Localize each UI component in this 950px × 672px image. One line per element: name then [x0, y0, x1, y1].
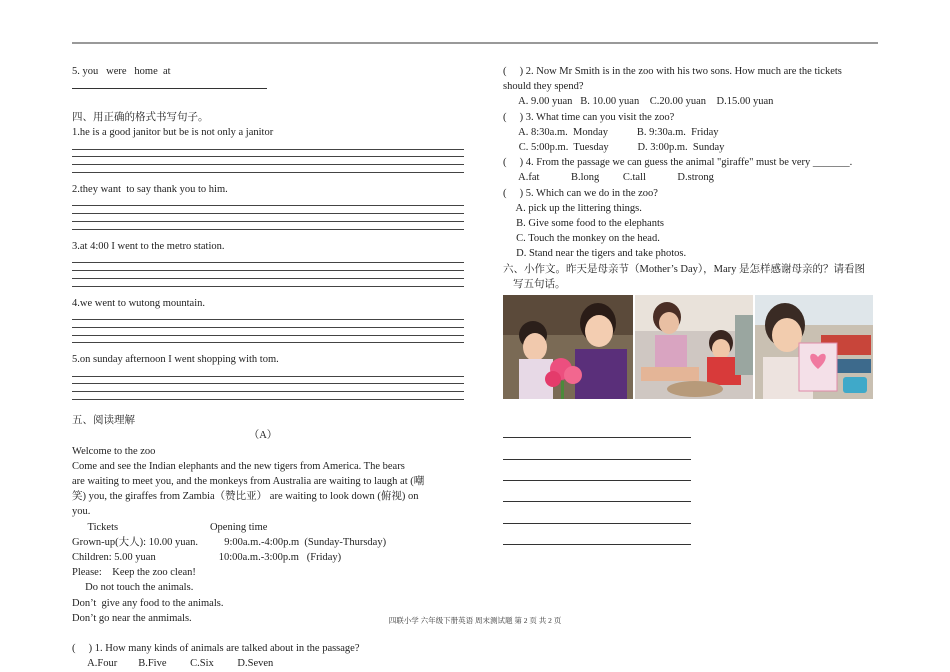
writing-lines[interactable] [72, 369, 464, 401]
rewrite-item-2 [72, 182, 464, 230]
question-4: ( ) 4. From the passage we can guess the animal "giraffe" must be very _______. [503, 157, 853, 169]
question-2: ( ) 2. Now Mr Smith is in the zoo with his two sons. How much are the tickets [503, 66, 842, 77]
tickets-header: Tickets Opening time [72, 521, 268, 533]
passage-line: are waiting to meet you, and the monkeys from Australia are waiting to laugh at (嘲 [72, 476, 425, 488]
section-6-cont: 写五句话。 [513, 278, 566, 290]
ticket-row: Grown-up(大人): 10.00 yuan. 9:00a.m.-4:00p.m (Sunday-Thursday) [72, 536, 387, 548]
question-3-options: C. 5:00p.m. Tuesday D. 3:00p.m. Sunday [503, 142, 725, 154]
reading-passage [72, 444, 464, 626]
rewrite-item-3 [72, 239, 464, 287]
rewrite-sentence: 2.they want to say thank you to him. [72, 184, 228, 196]
question-5-option: A. pick up the littering things. [503, 202, 642, 214]
question-4-options: A.fat B.long C.tall D.strong [503, 172, 714, 184]
writing-lines[interactable] [72, 142, 464, 174]
passage-line: you. [72, 506, 91, 518]
rewrite-sentence: 1.he is a good janitor but be is not only a janitor [72, 127, 274, 139]
section-4-title: 四、用正确的格式书写句子。 [72, 112, 209, 124]
rule-line: Please: Keep the zoo clean! [72, 567, 196, 579]
rule-line: Don’t go near the anmimals. [72, 612, 192, 624]
writing-lines[interactable] [72, 198, 464, 230]
question-2-options: A. 9.00 yuan B. 10.00 yuan C.20.00 yuan D.15.00 yuan [503, 96, 774, 108]
part-a-label: （A） [248, 430, 278, 442]
section-6-title: 六、小作文。昨天是母亲节（Mother’s Day），Mary 是怎样感谢母亲的？请看图 [503, 263, 866, 275]
photo-washing-feet [635, 295, 753, 399]
question-5-option: D. Stand near the tigers and take photos. [503, 248, 687, 260]
rewrite-item-4 [72, 296, 464, 344]
question-5-option: B. Give some food to the elephants [503, 218, 664, 230]
writing-lines[interactable] [72, 312, 464, 344]
photo-card [755, 295, 873, 399]
question-1-options: A.Four B.Five C.Six D.Seven [72, 658, 274, 670]
rewrite-item-1 [72, 125, 464, 173]
answer-blank[interactable] [72, 79, 267, 89]
passage-line: 笑) you, the giraffes from Zambia（赞比亚） are waiting to look down (俯视) on [72, 491, 419, 503]
rewrite-sentence: 5.on sunday afternoon I went shopping with tom. [72, 354, 279, 366]
question-3: ( ) 3. What time can you visit the zoo? [503, 111, 675, 123]
passage-line: Come and see the Indian elephants and the new tigers from America. The bears [72, 460, 405, 472]
composition-lines[interactable] [503, 417, 883, 545]
question-1: ( ) 1. How many kinds of animals are talked about in the passage? [72, 643, 360, 655]
question-2-cont: should they spend? [503, 81, 584, 93]
mothers-day-photos [503, 295, 883, 399]
photo-flowers [503, 295, 633, 399]
right-column [503, 64, 883, 545]
section-5-title: 五、阅读理解 [72, 415, 135, 427]
question-5-prompt: 5. you were home at [72, 66, 171, 77]
rewrite-item-5 [72, 352, 464, 400]
ticket-row: Children: 5.00 yuan 10:00a.m.-3:00p.m (Friday) [72, 552, 342, 564]
rule-line: Do not touch the animals. [72, 582, 194, 594]
question-3-options: A. 8:30a.m. Monday B. 9:30a.m. Friday [503, 126, 719, 138]
question-5: ( ) 5. Which can we do in the zoo? [503, 187, 658, 199]
writing-lines[interactable] [72, 255, 464, 287]
page-footer: 四联小学 六年级下册英语 周末测试题 第 2 页 共 2 页 [388, 616, 562, 625]
top-rule [72, 42, 878, 44]
rewrite-sentence: 3.at 4:00 I went to the metro station. [72, 240, 225, 252]
left-column [72, 64, 464, 671]
rewrite-sentence: 4.we went to wutong mountain. [72, 297, 205, 309]
question-5-option: C. Touch the monkey on the head. [503, 233, 660, 245]
passage-title: Welcome to the zoo [72, 445, 156, 457]
rule-line: Don’t give any food to the animals. [72, 597, 224, 609]
